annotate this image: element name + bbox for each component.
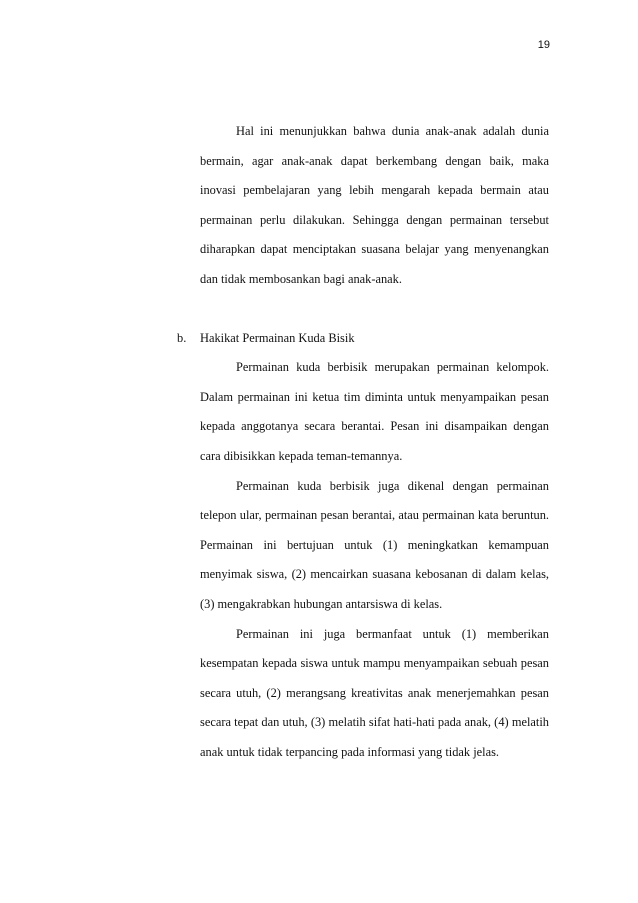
section-title: Hakikat Permainan Kuda Bisik (200, 330, 355, 345)
section-letter: b. (177, 330, 187, 345)
page-number: 19 (537, 39, 550, 51)
paragraph-intro: Hal ini menunjukkan bahwa dunia anak-anak adalah dunia bermain, agar anak-anak dapat berkembang dengan baik, maka inovasi pembelajaran yang lebih mengarah kepada bermain atau permainan perlu dilakukan. Sehingga dengan permainan tersebut diharapkan dapat menciptakan suasana belajar yang menyenangkan dan tidak membosankan bagi anak-anak. (200, 124, 549, 286)
paragraph-benefits: Permainan ini juga bermanfaat untuk (1) memberikan kesempatan kepada siswa untuk mampu menyampaikan sebuah pesan secara utuh, (2) merangsang kreativitas anak menerjemahkan pesan secara tepat dan utuh, (3) melatih sifat hati-hati pada anak, (4) melatih anak untuk tidak terpancing pada informasi yang tidak jelas. (200, 626, 549, 759)
section-heading (177, 324, 549, 354)
paragraph-purpose: Permainan kuda berbisik juga dikenal dengan permainan telepon ular, permainan pesan berantai, atau permainan kata beruntun. Permainan ini bertujuan untuk (1) meningkatkan kemampuan menyimak siswa, (2) mencairkan suasana kebosanan di dalam kelas, (3) mengakrabkan hubungan antarsiswa di kelas. (200, 478, 549, 611)
paragraph-definition: Permainan kuda berbisik merupakan permainan kelompok. Dalam permainan ini ketua tim diminta untuk menyampaikan pesan kepada anggotanya secara berantai. Pesan ini disampaikan dengan cara dibisikkan kepada teman-temannya. (200, 360, 549, 463)
page-body (177, 117, 549, 767)
